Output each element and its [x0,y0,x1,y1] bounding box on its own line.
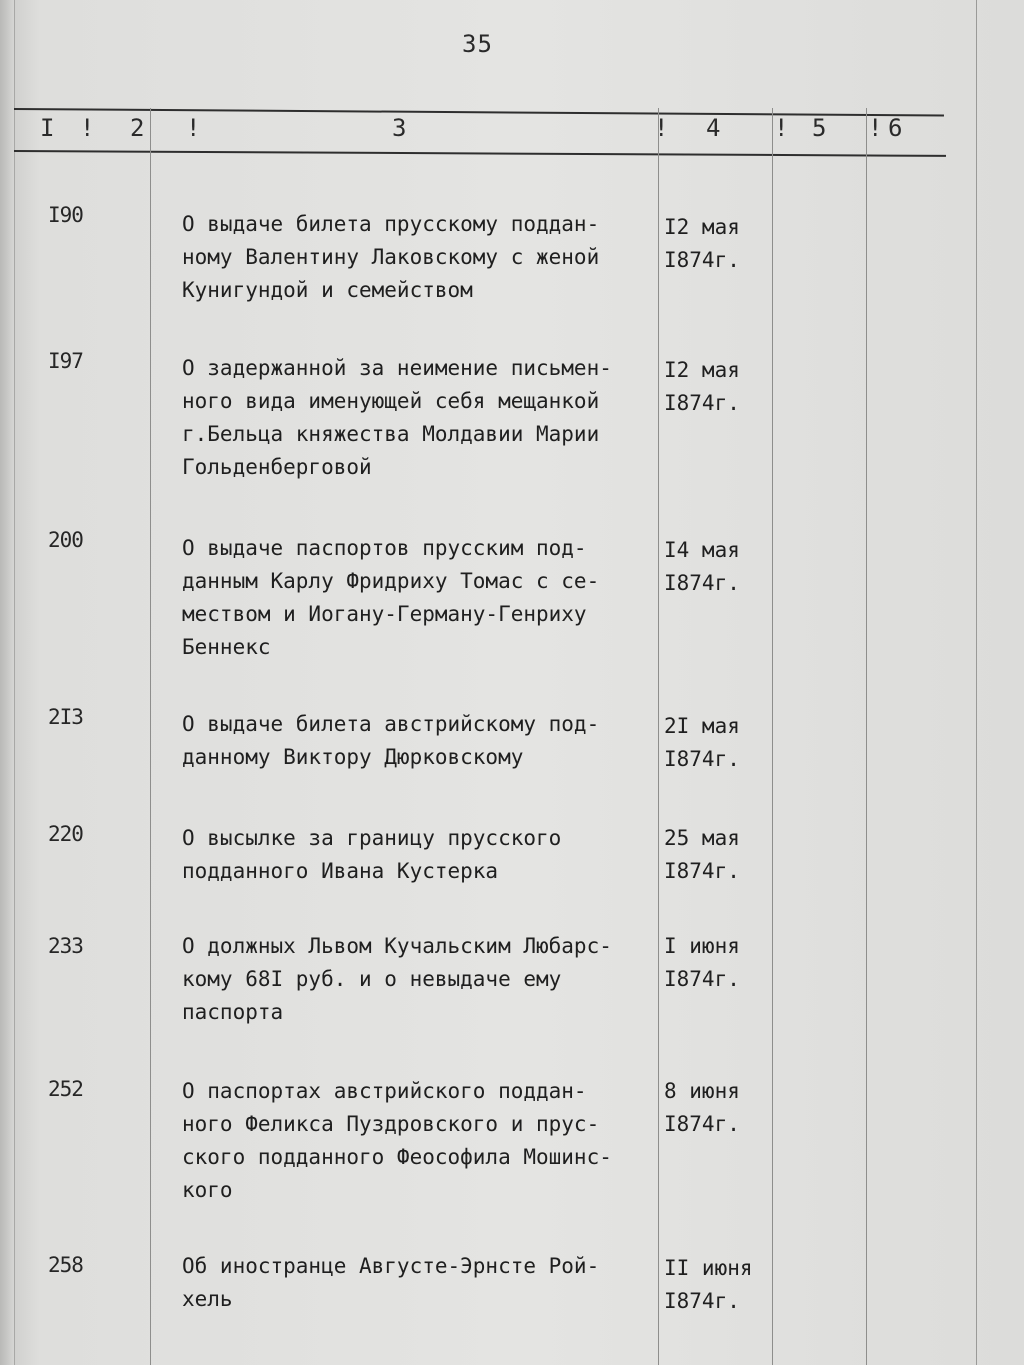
entry-date: I2 мая I874г. [664,358,740,415]
entry-number: I97 [48,349,83,373]
column-separator: ! [80,114,95,142]
column-separator: ! [774,114,789,142]
page-number: 35 [462,30,493,58]
header-bottom-rule [14,150,946,157]
column-separator: ! [186,114,201,142]
entry-date: 25 мая I874г. [664,826,740,883]
entry-date: 8 июня I874г. [664,1079,740,1136]
column-divider-1 [150,108,151,1365]
column-number-3: 3 [392,114,407,142]
entry-title: О выдаче паспортов прусским под- данным Карлу Фридриху Томас с се- меством и Иогану-Герману-Генриху Беннекс [182,536,600,659]
entry-number: I90 [48,203,83,227]
entry-number: 252 [48,1077,83,1101]
column-separator: ! [654,114,669,142]
entry-number: 258 [48,1253,83,1277]
column-number-6: 6 [888,114,903,142]
entry-title: О высылке за границу прусского подданного Ивана Кустерка [182,826,562,883]
page-right-edge [976,0,977,1365]
entry-title: О задержанной за неимение письмен- ного вида именующей себя мещанкой г.Бельца княжества Молдавии Марии Гольденберговой [182,356,612,479]
header-top-rule [14,108,944,116]
entry-number: 220 [48,822,83,846]
entry-date: I4 мая I874г. [664,538,740,595]
entry-date: 2I мая I874г. [664,714,740,771]
column-number-2: 2 [130,114,145,142]
entry-date: II июня I874г. [664,1256,753,1313]
column-divider-4 [866,108,867,1365]
entry-title: О паспортах австрийского поддан- ного Феликса Пуздровского и прус- ского подданного Феософила Мошинс- кого [182,1079,612,1202]
entry-title: О выдаче билета австрийскому под- данному Виктору Дюрковскому [182,712,600,769]
entry-title: О выдаче билета прусскому поддан- ному Валентину Лаковскому с женой Кунигундой и семейством [182,212,600,302]
column-number-1: I [40,114,55,142]
entry-number: 233 [48,934,83,958]
entry-title: О должных Львом Кучальским Любарс- кому 68I руб. и о невыдаче ему паспорта [182,934,612,1024]
entry-date: I июня I874г. [664,934,740,991]
entry-number: 200 [48,528,83,552]
entry-date: I2 мая I874г. [664,215,740,272]
column-number-5: 5 [812,114,827,142]
entry-title: Об иностранце Августе-Эрнсте Рой- хель [182,1254,600,1311]
column-separator: ! [868,114,883,142]
column-number-4: 4 [706,114,721,142]
entry-number: 2I3 [48,705,83,729]
binding-edge [0,0,15,1365]
